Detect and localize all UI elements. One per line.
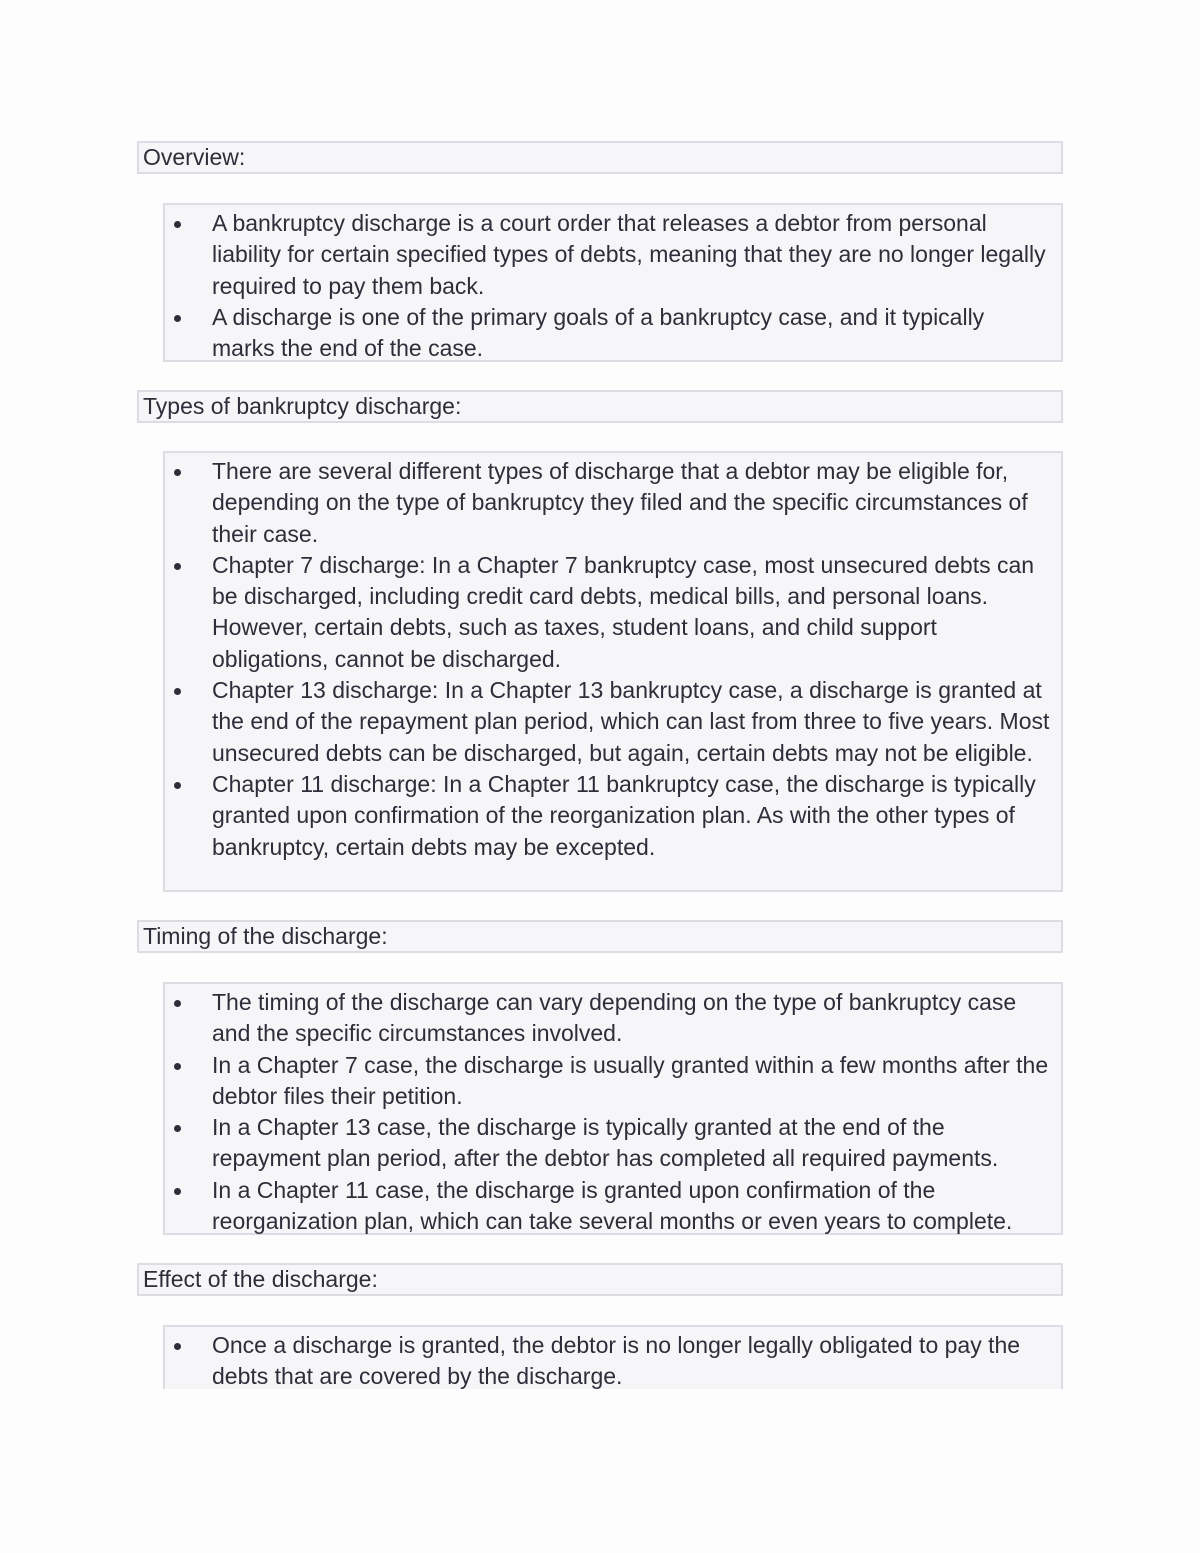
list-item: [165, 675, 1053, 769]
bullet-icon: [174, 1343, 181, 1350]
list-item: [165, 1330, 1053, 1393]
section-heading: Timing of the discharge:: [137, 920, 1063, 953]
section-heading: Types of bankruptcy discharge:: [137, 390, 1063, 423]
list-item-text: Chapter 11 discharge: In a Chapter 11 bankruptcy case, the discharge is typically granted upon confirmation of the reorganization plan. As with the other types of bankruptcy, certain debts may be excepted.: [212, 770, 1036, 860]
list-item-text: A bankruptcy discharge is a court order that releases a debtor from personal liability for certain specified types of debts, meaning that they are no longer legally required to pay them back.: [212, 210, 1046, 299]
list-item-text: In a Chapter 13 case, the discharge is typically granted at the end of the repayment plan period, after the debtor has completed all required payments.: [212, 1114, 999, 1172]
list-item-text: The timing of the discharge can vary depending on the type of bankruptcy case and the specific circumstances involved.: [212, 989, 1017, 1047]
section-heading: Overview:: [137, 141, 1063, 174]
section-overview: [137, 141, 1063, 362]
list-item-text: In a Chapter 11 case, the discharge is granted upon confirmation of the reorganization plan, which can take several months or even years to complete.: [212, 1176, 1013, 1235]
bullet-list: [163, 203, 1063, 362]
bullet-icon: [174, 1000, 181, 1007]
bullet-list: [163, 451, 1063, 892]
list-item: [165, 769, 1053, 863]
list-item: [165, 1112, 1053, 1175]
list-item: [165, 1175, 1053, 1238]
bullet-icon: [174, 782, 181, 789]
bullet-icon: [174, 688, 181, 695]
bullet-icon: [174, 315, 181, 322]
section-types: [137, 390, 1063, 892]
bullet-icon: [174, 1063, 181, 1070]
section-effect: [137, 1263, 1063, 1389]
list-item: [165, 550, 1053, 675]
bullet-list: [163, 982, 1063, 1235]
list-item: [165, 987, 1053, 1050]
list-item-text: There are several different types of discharge that a debtor may be eligible for, depending on the type of bankruptcy they filed and the specific circumstances of their case.: [212, 458, 1028, 547]
bullet-list: [163, 1325, 1063, 1389]
bullet-icon: [174, 1125, 181, 1132]
list-item-text: A discharge is one of the primary goals of a bankruptcy case, and it typically marks the end of the case.: [212, 303, 985, 362]
list-item-text: Chapter 7 discharge: In a Chapter 7 bankruptcy case, most unsecured debts can be discharged, including credit card debts, medical bills, and personal loans. However, certain debts, such as taxes, student loans, and child support obligations, cannot be discharged.: [212, 551, 1035, 672]
list-item-text: Once a discharge is granted, the debtor is no longer legally obligated to pay the debts that are covered by the discharge.: [212, 1332, 1021, 1390]
bullet-icon: [174, 221, 181, 228]
bullet-icon: [174, 563, 181, 570]
list-item: [165, 1050, 1053, 1113]
list-item: [165, 302, 1053, 365]
section-heading: Effect of the discharge:: [137, 1263, 1063, 1296]
list-item-text: In a Chapter 7 case, the discharge is usually granted within a few months after the debtor files their petition.: [212, 1051, 1049, 1109]
list-item-text: Chapter 13 discharge: In a Chapter 13 bankruptcy case, a discharge is granted at the end of the repayment plan period, which can last from three to five years. Most unsecured debts can be discharged, but again, certain debts may not be eligible.: [212, 677, 1050, 766]
section-timing: [137, 920, 1063, 1235]
list-item: [165, 208, 1053, 302]
bullet-icon: [174, 1188, 181, 1195]
list-item: [165, 456, 1053, 550]
bullet-icon: [174, 469, 181, 476]
